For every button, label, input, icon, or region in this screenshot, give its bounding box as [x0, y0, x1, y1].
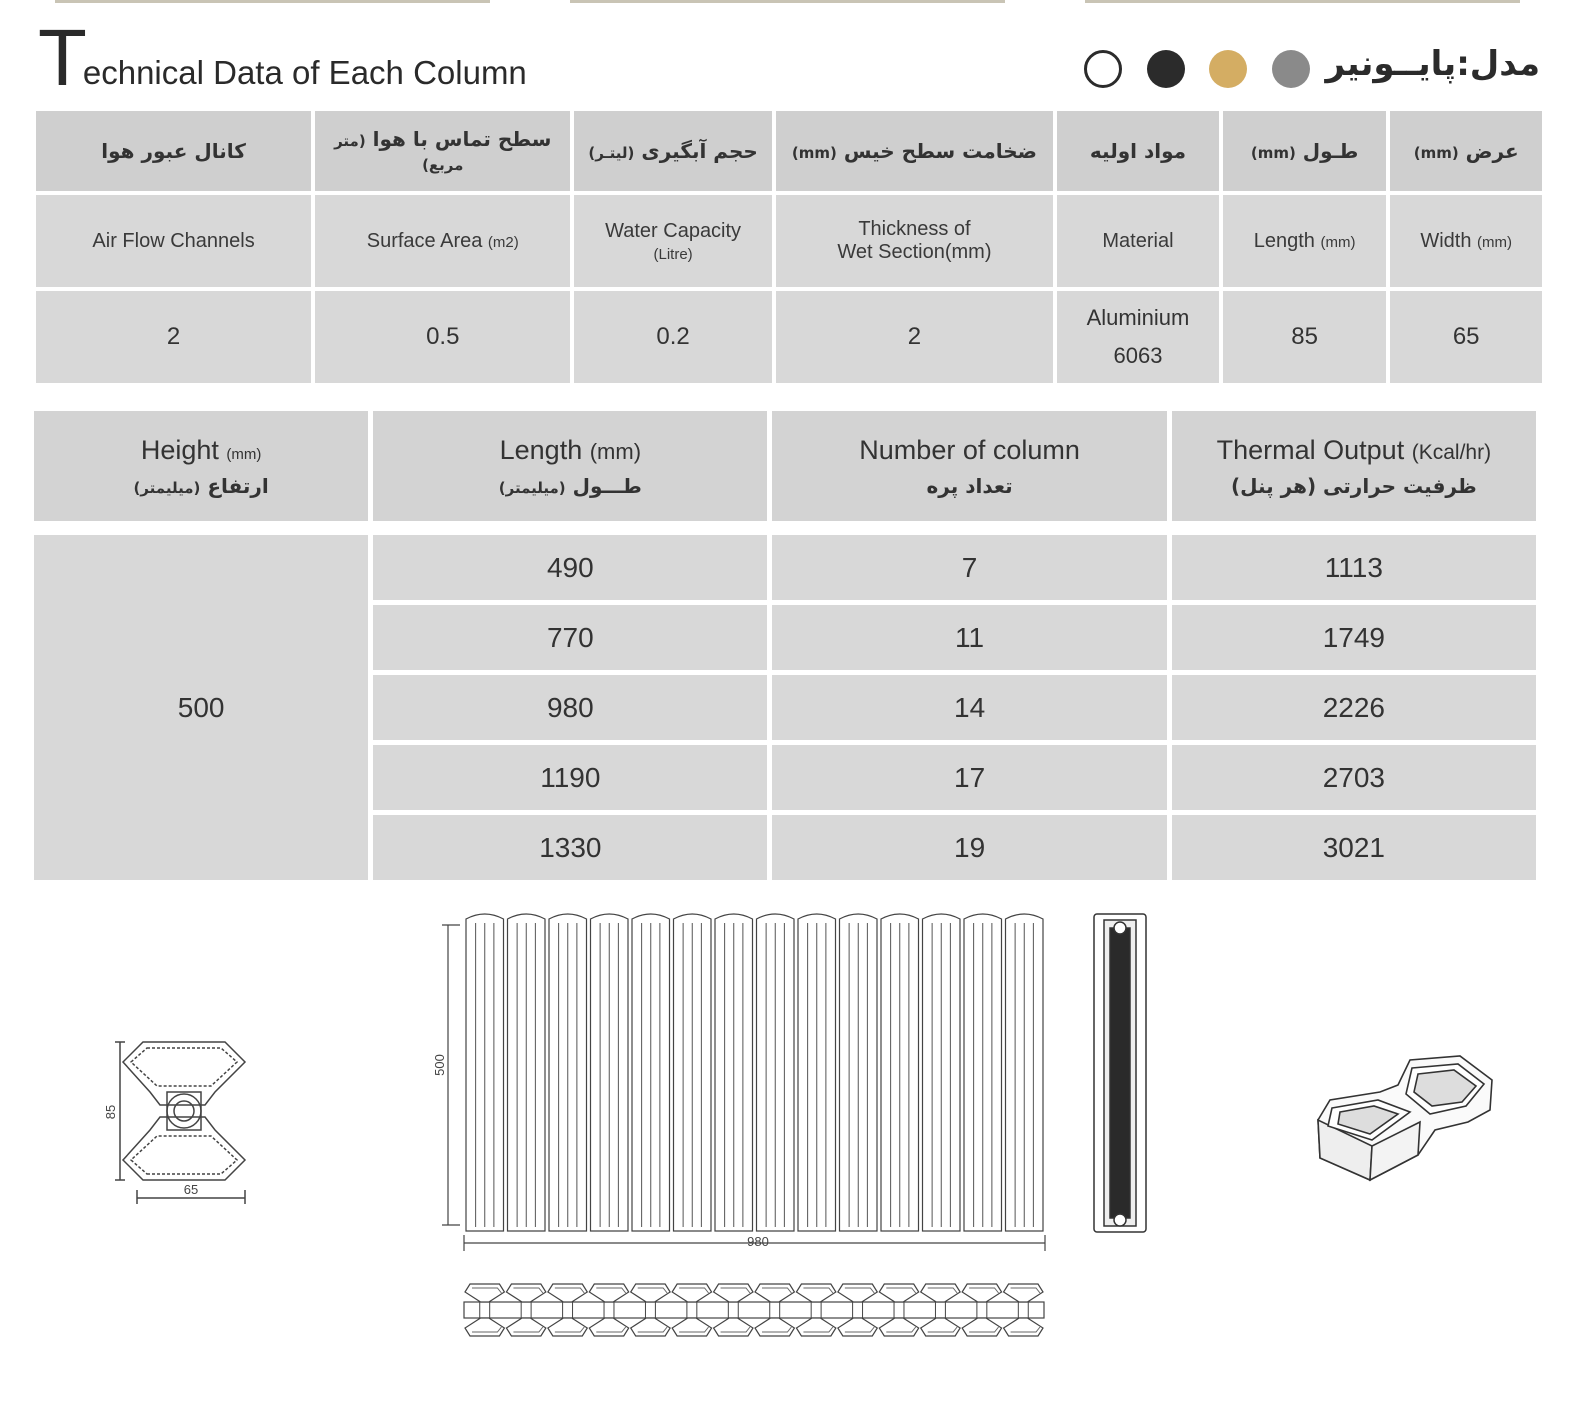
header-thermal-output: Thermal Output (Kcal/hr) ظرفیت حرارتی (هر پنل) [1172, 411, 1536, 521]
row-output: 2703 [1172, 745, 1536, 810]
spec-values-row [36, 291, 1542, 383]
radiator-column [549, 914, 587, 1231]
spacer-row [34, 526, 1536, 530]
spec-header-en: Material [1057, 195, 1219, 287]
top-view-pipe [464, 1302, 1044, 1318]
row-length: 980 [373, 675, 767, 740]
color-swatch-gray[interactable] [1272, 50, 1310, 88]
front-view-drawing [430, 905, 1060, 1255]
top-divider-2 [570, 0, 1005, 3]
row-columns: 7 [772, 535, 1166, 600]
spec-header-fa: حجم آبگیری (لیتـر) [574, 111, 771, 191]
title-rest: echnical Data of Each Column [82, 54, 527, 91]
color-swatch-gold[interactable] [1209, 50, 1247, 88]
header-height: Height (mm) ارتفاع (میلیمتر) [34, 411, 368, 521]
row-columns: 11 [772, 605, 1166, 670]
row-output: 1749 [1172, 605, 1536, 670]
spec-header-fa: ضخامت سطح خیس (mm) [776, 111, 1053, 191]
table-row [34, 535, 1536, 600]
spec-value-thickness: 2 [776, 291, 1053, 383]
spec-value-water-capacity: 0.2 [574, 291, 771, 383]
radiator-column [923, 914, 961, 1231]
spec-header-en: Thickness of Wet Section(mm) [776, 195, 1053, 287]
header-length: Length (mm) طـــول (میلیمتر) [373, 411, 767, 521]
spec-header-en: Water Capacity (Litre) [574, 195, 771, 287]
radiator-column [840, 914, 878, 1231]
output-table [29, 406, 1541, 885]
spec-header-en: Surface Area (m2) [315, 195, 570, 287]
header-columns: Number of column تعداد پره [772, 411, 1166, 521]
top-divider-3 [1085, 0, 1520, 3]
radiator-column [508, 914, 546, 1231]
front-height-label: 500 [432, 1054, 447, 1076]
isometric-view-drawing [1310, 1050, 1500, 1190]
spec-value-material: Aluminium 6063 [1057, 291, 1219, 383]
row-length: 1330 [373, 815, 767, 880]
color-swatch-black[interactable] [1147, 50, 1185, 88]
radiator-column [591, 914, 629, 1231]
model-label: مدل:پایــونیر [1325, 44, 1540, 84]
row-output: 3021 [1172, 815, 1536, 880]
section-height-label: 85 [103, 1104, 118, 1120]
radiator-column [632, 914, 670, 1231]
spec-header-fa-row [36, 111, 1542, 191]
section-width-label: 65 [183, 1182, 199, 1197]
side-view-drawing [1090, 910, 1150, 1235]
spec-header-en: Air Flow Channels [36, 195, 311, 287]
row-columns: 17 [772, 745, 1166, 810]
title-initial: T [38, 13, 83, 102]
color-swatch-white[interactable] [1084, 50, 1122, 88]
radiator-column [964, 914, 1002, 1231]
front-length-label: 980 [747, 1234, 769, 1249]
row-length: 770 [373, 605, 767, 670]
spec-header-fa: کانال عبور هوا [36, 111, 311, 191]
spec-value-air-flow: 2 [36, 291, 311, 383]
row-columns: 14 [772, 675, 1166, 740]
row-output: 2226 [1172, 675, 1536, 740]
row-length: 490 [373, 535, 767, 600]
radiator-column [757, 914, 795, 1231]
output-header-row [34, 411, 1536, 521]
spec-header-fa: طـول (mm) [1223, 111, 1387, 191]
spec-header-en-row [36, 195, 1542, 287]
spec-header-en: Length (mm) [1223, 195, 1387, 287]
row-length: 1190 [373, 745, 767, 810]
spec-value-length: 85 [1223, 291, 1387, 383]
radiator-column [674, 914, 712, 1231]
spec-header-en: Width (mm) [1390, 195, 1542, 287]
radiator-column [798, 914, 836, 1231]
row-output: 1113 [1172, 535, 1536, 600]
top-divider-1 [55, 0, 490, 3]
row-columns: 19 [772, 815, 1166, 880]
spec-value-surface-area: 0.5 [315, 291, 570, 383]
spec-header-fa: سطح تماس با هوا (متر مربع) [315, 111, 570, 191]
page-title [38, 13, 527, 102]
cross-section-drawing [95, 1030, 270, 1220]
radiator-column [466, 914, 504, 1231]
spec-value-width: 65 [1390, 291, 1542, 383]
spec-table [32, 107, 1546, 387]
radiator-column [715, 914, 753, 1231]
radiator-column [881, 914, 919, 1231]
height-value: 500 [34, 535, 368, 880]
spec-header-fa: مواد اولیه [1057, 111, 1219, 191]
radiator-column [1006, 914, 1044, 1231]
spec-header-fa: عرض (mm) [1390, 111, 1542, 191]
top-view-drawing [460, 1280, 1050, 1340]
